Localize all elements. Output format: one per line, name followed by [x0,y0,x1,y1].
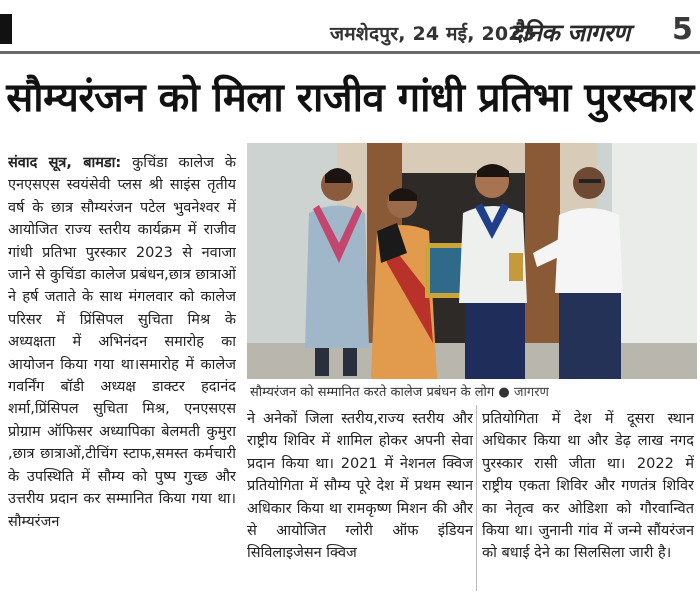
newspaper-logo: दैनिक जागरण [510,19,630,47]
photo-credit: जागरण [513,385,549,400]
photo-caption [250,382,695,400]
article-column-2: ने अनेकों जिला स्तरीय,राज्य स्तरीय और राष्ट्रीय शिविर में शामिल होकर अपनी सेवा प्रदान किया था। 2021 में नेशनल क्विज प्रतियोगिता में सौम्य पूरे देश में प्रथम स्थान अधिकार किया था रामकृष्ण मिशन की और से आयोजित ग्लोरी ऑफ इंडियन सिविलाइजेसन क्विज [247,411,473,562]
article-column-1-text: कुचिंडा कालेज के एनएसएस स्वयंसेवी प्लस श्री साइंस तृतीय वर्ष के छात्र सौम्यरंजन पटेल भुवनेश्वर में आयोजित राज्य स्तरीय कार्यक्रम में राजीव गांधी प्रतिभा पुरस्कार 2023 से नवाजा जाने से कुचिंडा कालेज प्रबंधन,छात्र छात्राओं ने हर्ष जताते के साथ मंगलवार को कालेज परिसर में प्रिंसिपल सुचिता मिश्र के अध्यक्षता में अभिनंदन समारोह का आयोजन किया गया था।समारोह में कालेज गवर्निंग बॉडी अध्यक्ष डाक्टर हदानंद शर्मा,प्रिंसिपल सुचिता मिश्र, एनएसएस प्रोग्राम ऑफिसर अध्यापिका बेलमती कुमुरा ,छात्र छात्राओं,टीचिंग स्टाफ,समस्त कर्मचारी के उपस्थिति में सौम्य को पुष्प गुच्छ और उत्तरीय प्रदान कर सम्मानित किया गया था। सौम्यरंजन [8,155,236,530]
article-headline: सौम्यरंजन को मिला राजीव गांधी प्रतिभा पुरस्कार [6,75,694,121]
newspaper-header [0,0,700,62]
header-rule [0,51,700,54]
article-byline: संवाद सूत्र, बामडा: [8,155,122,171]
page-number: 5 [672,12,693,47]
article-column-1 [8,152,236,592]
award-ceremony-photo [247,143,697,379]
column-divider [476,405,477,591]
article-column-3: प्रतियोगिता में देश में दूसरा स्थान अधिकार किया था और डेढ़ लाख नगद पुरस्कार रासी जीता था। 2022 में राष्ट्रीय एकता शिविर और गणतंत्र शिविर का नेतृत्व कर ओडिशा को गौरवान्वित किया था। जुनानी गांव में जन्मे सौंयरंजन को बधाई देने का सिलसिला जारी है। [482,411,694,562]
page-corner-mark [0,14,12,44]
photo-caption-text: सौम्यरंजन को सम्मानित करते कालेज प्रबंधन के लोग [250,385,495,400]
dateline: जमशेदपुर, 24 मई, 2023 [330,23,536,45]
caption-bullet-icon: ● [498,385,514,400]
news-photo [247,143,697,379]
